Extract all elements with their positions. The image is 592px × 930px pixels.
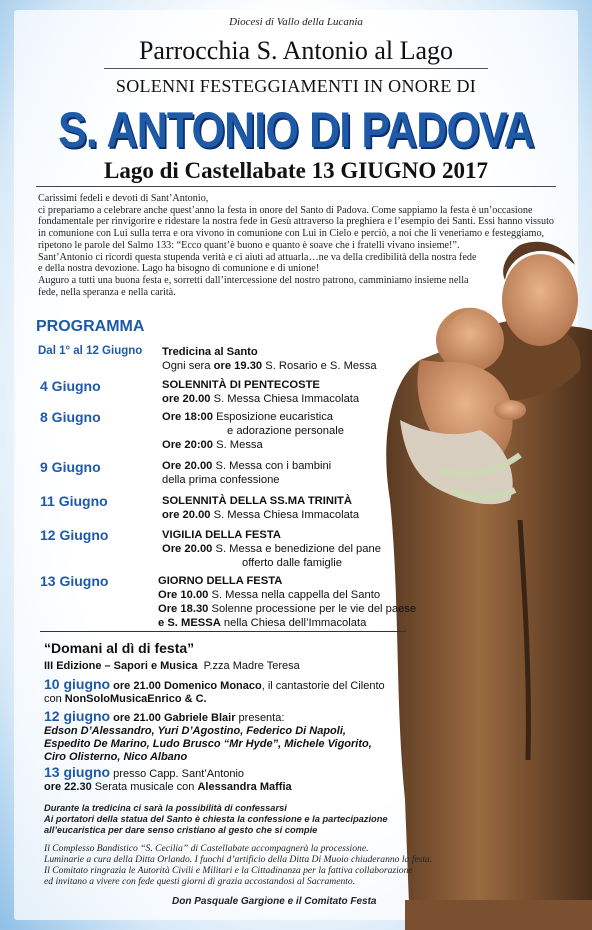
- program-entry: [162, 345, 377, 373]
- event-title: VIGILIA DELLA FESTA: [162, 529, 281, 541]
- performers-list: Ciro Olisterno, Nico Albano: [44, 751, 188, 763]
- place-date-heading: Lago di Castellabate 13 GIUGNO 2017: [104, 158, 488, 183]
- event-title: GIORNO DELLA FESTA: [158, 575, 283, 587]
- festival-title: “Domani al dì di festa”: [44, 640, 195, 656]
- event-text: S. Messa: [213, 439, 263, 451]
- performer: Alessandra Maffia: [197, 781, 292, 793]
- program-date: 13 Giugno: [40, 573, 109, 589]
- festival-edition: [44, 660, 300, 672]
- program-date: 8 Giugno: [40, 409, 101, 425]
- program-date: 4 Giugno: [40, 378, 101, 394]
- closing-block: [44, 843, 432, 887]
- event-text: S. Messa Chiesa Immacolata: [210, 393, 360, 405]
- program-entry: [162, 494, 359, 522]
- performers-list: Espedito De Marino, Ludo Brusco “Mr Hyde”, Michele Vigorito,: [44, 738, 372, 750]
- festival-date: 12 giugno: [44, 708, 111, 724]
- program-entry: [162, 459, 331, 487]
- divider: [36, 186, 556, 187]
- divider: [40, 631, 406, 632]
- program-entry: [158, 574, 416, 630]
- performers-list: Edson D’Alessandro, Yuri D’Agostino, Federico Di Napoli,: [44, 725, 346, 737]
- event-time: ore 19.30: [213, 360, 263, 372]
- event-time: e S. MESSA: [158, 617, 221, 629]
- event-time: Ore 20:00: [162, 439, 213, 451]
- event-text: presso Capp. Sant’Antonio: [110, 768, 245, 780]
- event-text: S. Messa e benedizione del pane: [212, 543, 381, 555]
- performer: NonSoloMusicaEnrico & C.: [64, 693, 207, 705]
- program-entry: [162, 528, 381, 570]
- event-text: offerto dalle famiglie: [242, 557, 342, 569]
- program-entry: [162, 410, 344, 452]
- event-title: Tredicina al Santo: [162, 346, 258, 358]
- event-text: della prima confessione: [162, 474, 280, 486]
- event-title: SOLENNITÀ DI PENTECOSTE: [162, 379, 320, 391]
- program-heading: PROGRAMMA: [36, 318, 145, 335]
- divider: [104, 68, 488, 69]
- event-text: presenta:: [235, 712, 285, 724]
- program-date: 11 Giugno: [40, 493, 108, 509]
- closing-line: ed invitano a vivere con fede questi giorni di grazia accostandosi al Sacramento.: [44, 876, 356, 887]
- event-text: Solenne processione per le vie del paese: [208, 603, 417, 615]
- event-time: Ore 20.00: [162, 543, 213, 555]
- event-text: nella Chiesa dell’Immacolata: [220, 617, 367, 629]
- event-time: Ore 18.30: [158, 603, 209, 615]
- note-line: all’eucaristica per dare senso cristiano al gesto che si compie: [44, 825, 318, 835]
- festival-event: [44, 710, 372, 764]
- celebration-subtitle: SOLENNI FESTEGGIAMENTI IN ONORE DI: [115, 76, 477, 96]
- event-title: SOLENNITÀ DELLA SS.MA TRINITÀ: [162, 495, 352, 507]
- note-line: Durante la tredicina ci sarà la possibilità di confessarsi: [44, 803, 287, 813]
- event-time: ore 20.00: [162, 393, 211, 405]
- performer: ore 21.00 Gabriele Blair: [110, 712, 236, 724]
- festival-event: [44, 678, 385, 706]
- event-time: Ore 10.00: [158, 589, 209, 601]
- signature: Don Pasquale Gargione e il Comitato Festa: [172, 896, 377, 907]
- event-time: Ore 20.00: [162, 460, 213, 472]
- event-time: ore 20.00: [162, 509, 211, 521]
- performer: ore 21.00 Domenico Monaco: [110, 680, 262, 692]
- program-date: 12 Giugno: [40, 527, 109, 543]
- event-text: , il cantastorie del Cilento: [261, 680, 385, 692]
- event-text: Serata musicale con: [91, 781, 198, 793]
- letter-paragraph: Auguro a tutti una buona festa e, sorretti dall’intercessione del nostro patrono, camminiamo insieme nella fede, nella speranza e nella carità.: [38, 274, 469, 298]
- event-text: Esposizione eucaristica: [213, 411, 334, 423]
- festival-event: [44, 766, 292, 794]
- closing-line: Il Comitato ringrazia le Autorità Civili e Militari e la Cittadinanza per la fattiva collaborazione: [44, 865, 413, 876]
- event-text: e adorazione personale: [227, 425, 344, 437]
- festival-date: 10 giugno: [44, 676, 111, 692]
- letter-paragraph: Sant’Antonio ci ricordi questa stupenda verità e ci aiuti ad attuarla…ne va della credibilità della nostra fede e della nostra devozione. Lago ha bisogno di comunione e di unione!: [38, 251, 477, 275]
- letter-paragraph: Carissimi fedeli e devoti di Sant’Antonio,: [38, 193, 209, 204]
- event-time: ore 22.30: [44, 781, 92, 793]
- festival-date: 13 giugno: [44, 764, 111, 780]
- closing-line: Il Complesso Bandistico “S. Cecilia” di Castellabate accompagnerà la processione.: [44, 843, 369, 854]
- event-text: S. Messa Chiesa Immacolata: [210, 509, 360, 521]
- diocese-label: Diocesi di Vallo della Lucania: [229, 16, 363, 28]
- note-line: Ai portatori della statua del Santo è chiesta la confessione e la partecipazione: [44, 814, 388, 824]
- program-date: Dal 1° al 12 Giugno: [38, 345, 143, 357]
- festival-location: P.zza Madre Teresa: [203, 660, 300, 672]
- event-text: S. Messa con i bambini: [212, 460, 332, 472]
- event-text: Ogni sera: [162, 360, 214, 372]
- event-text: con: [44, 693, 65, 705]
- program-entry: [162, 378, 359, 406]
- event-text: S. Rosario e S. Messa: [262, 360, 377, 372]
- event-text: S. Messa nella cappella del Santo: [208, 589, 381, 601]
- notes-block: [44, 803, 388, 836]
- program-date: 9 Giugno: [40, 459, 101, 475]
- closing-line: Luminarie a cura della Ditta Orlando. I fuochi d’artificio della Ditta Di Muoio chiuderanno la festa.: [44, 854, 433, 865]
- event-time: Ore 18:00: [162, 411, 213, 423]
- saint-name-heading: S. ANTONIO DI PADOVA: [58, 102, 534, 158]
- pastoral-letter: [38, 193, 558, 298]
- parish-title: Parrocchia S. Antonio al Lago: [138, 36, 454, 65]
- edition-label: III Edizione – Sapori e Musica: [44, 660, 198, 672]
- letter-paragraph: ci prepariamo a celebrare anche quest’anno la festa in onore del Santo di Padova. Come sappiamo la festa è un’occasione fondamentale per rinvigorire e ridestare la nostra fede in Gesù attraverso la preghiera e l’esempio dei Santi. Essi hanno vissuto in comunione con Lui sulla terra e ora vivono in comunione con Lui in Cielo e perciò, a noi che li veneriamo e festeggiamo, ripetono le parole del Salmo 133: “Ecco quant’è buono e quanto è soave che i fratelli vivano insieme!”.: [38, 204, 554, 251]
